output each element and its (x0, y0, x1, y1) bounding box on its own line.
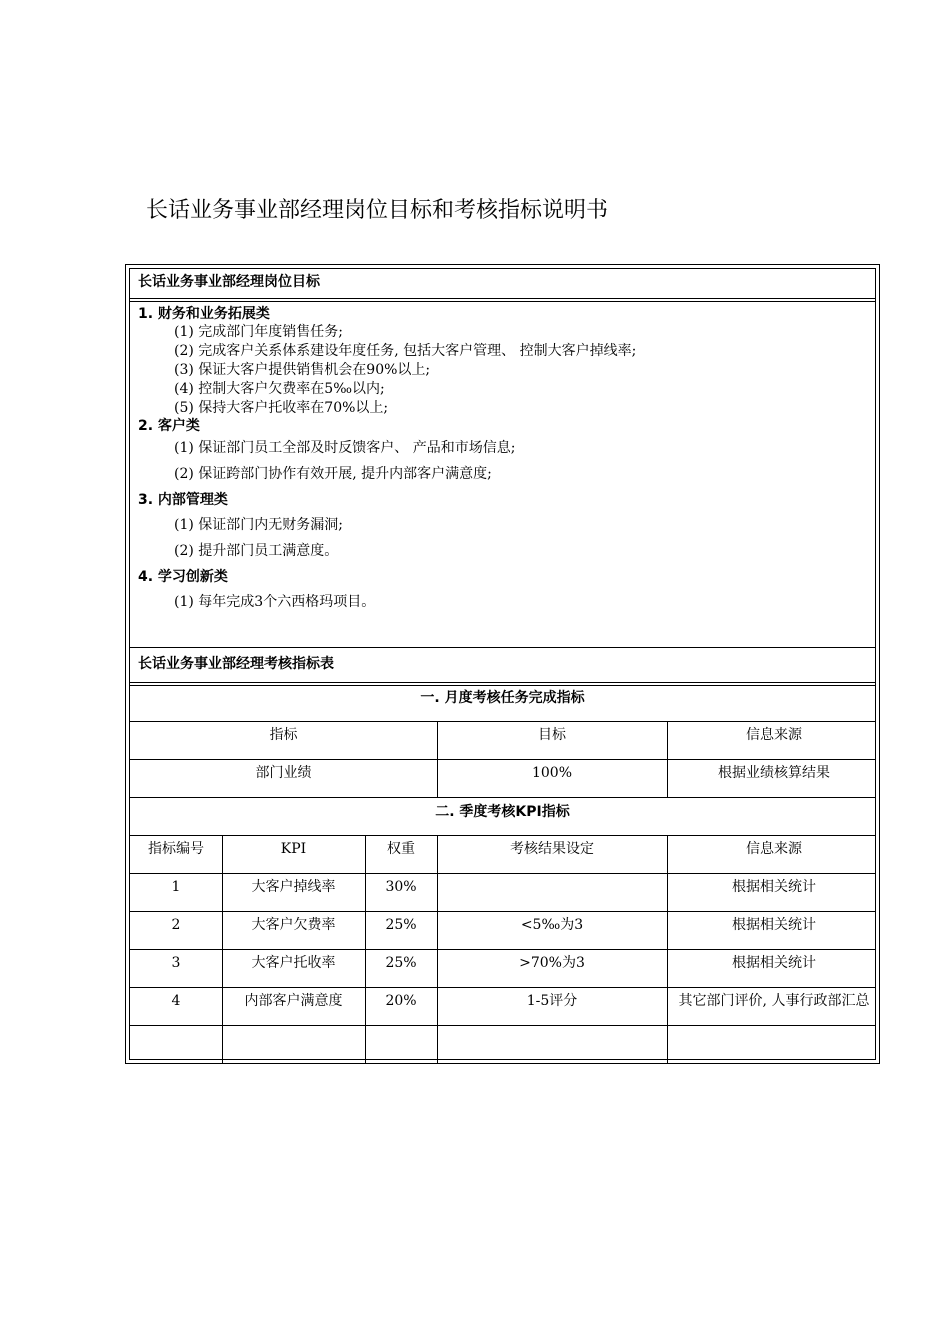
goal-item: (1) 完成部门年度销售任务; (174, 324, 343, 340)
table-cell: 根据相关统计 (732, 917, 816, 933)
monthly-cell-target: 100% (531, 765, 573, 781)
goal-item: (2) 保证跨部门协作有效开展, 提升内部客户满意度; (174, 466, 492, 482)
table-inner-border (129, 268, 876, 1060)
divider (130, 682, 875, 683)
category-title: 3. 内部管理类 (138, 492, 228, 508)
table-cell: <5‰为3 (520, 917, 584, 933)
goal-item: (1) 保证部门员工全部及时反馈客户、 产品和市场信息; (174, 440, 516, 456)
divider (130, 301, 875, 302)
category-title: 1. 财务和业务拓展类 (138, 306, 270, 322)
kpi-heading: 长话业务事业部经理考核指标表 (138, 656, 334, 672)
table-cell: 内部客户满意度 (244, 993, 343, 1009)
table-cell: 根据相关统计 (732, 955, 816, 971)
divider (130, 759, 875, 760)
table-cell: >70%为3 (519, 955, 585, 971)
monthly-title: 一. 月度考核任务完成指标 (420, 690, 585, 706)
goal-item: (2) 完成客户关系体系建设年度任务, 包括大客户管理、 控制大客户掉线率; (174, 343, 637, 359)
divider (130, 685, 875, 686)
divider (130, 647, 875, 648)
category-title: 4. 学习创新类 (138, 569, 228, 585)
goal-item: (1) 每年完成3个六西格玛项目。 (174, 594, 376, 610)
quarterly-header-result: 考核结果设定 (510, 841, 594, 857)
table-cell: 根据相关统计 (732, 879, 816, 895)
table-cell: 25% (385, 917, 417, 933)
divider (130, 1025, 875, 1026)
divider (130, 721, 875, 722)
divider (130, 835, 875, 836)
goal-item: (1) 保证部门内无财务漏洞; (174, 517, 343, 533)
goal-item: (4) 控制大客户欠费率在5‰以内; (174, 381, 385, 397)
divider (130, 873, 875, 874)
table-cell: 1 (171, 879, 181, 895)
divider (130, 797, 875, 798)
table-cell: 其它部门评价, 人事行政部汇总 (678, 993, 870, 1009)
table-cell: 1-5评分 (526, 993, 578, 1009)
quarterly-header-number: 指标编号 (148, 841, 204, 857)
goal-item: (2) 提升部门员工满意度。 (174, 543, 339, 559)
table-cell: 20% (385, 993, 417, 1009)
quarterly-header-weight: 权重 (387, 841, 415, 857)
divider (130, 298, 875, 299)
quarterly-header-source: 信息来源 (746, 841, 802, 857)
table-cell: 大客户托收率 (251, 955, 336, 971)
table-cell: 3 (171, 955, 181, 971)
table-cell: 25% (385, 955, 417, 971)
monthly-header-indicator: 指标 (269, 727, 298, 743)
table-cell: 30% (385, 879, 417, 895)
goals-heading: 长话业务事业部经理岗位目标 (138, 274, 320, 290)
divider (130, 987, 875, 988)
document-title: 长话业务事业部经理岗位目标和考核指标说明书 (146, 198, 609, 223)
monthly-cell-source: 根据业绩核算结果 (718, 765, 830, 781)
quarterly-title: 二. 季度考核KPI指标 (435, 804, 570, 820)
table-cell: 2 (171, 917, 181, 933)
monthly-cell-indicator: 部门业绩 (255, 765, 312, 781)
document-table (125, 264, 880, 1064)
quarterly-header-kpi: KPI (280, 841, 307, 857)
table-cell: 4 (171, 993, 181, 1009)
monthly-header-source: 信息来源 (746, 727, 802, 743)
table-cell: 大客户欠费率 (251, 917, 336, 933)
divider (130, 911, 875, 912)
table-cell: 大客户掉线率 (251, 879, 336, 895)
goal-item: (3) 保证大客户提供销售机会在90%以上; (174, 362, 431, 378)
category-title: 2. 客户类 (138, 418, 200, 434)
monthly-header-target: 目标 (538, 727, 566, 743)
goal-item: (5) 保持大客户托收率在70%以上; (174, 400, 389, 416)
divider (130, 949, 875, 950)
